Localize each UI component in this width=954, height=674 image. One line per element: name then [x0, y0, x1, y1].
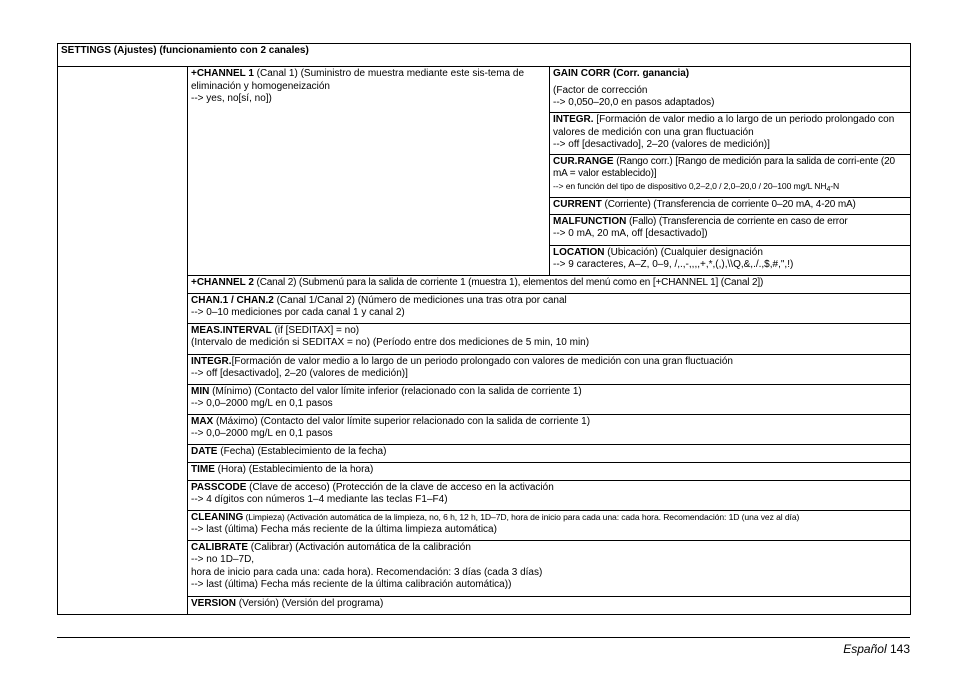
table-header-row	[58, 44, 911, 67]
time-label: TIME	[191, 463, 215, 475]
gain-corr-cell	[550, 67, 911, 113]
date-description: (Fecha) (Establecimiento de la fecha)	[217, 445, 387, 457]
cur-range-label: CUR.RANGE	[553, 155, 614, 167]
cleaning-options: --> last (última) Fecha más reciente de la última limpieza automática)	[191, 524, 497, 535]
location-options: --> 9 caracteres, A–Z, 0–9, /,.,-,,,,+,*,(,),\\Q,&,./.,$,#,",!)	[553, 259, 794, 270]
max-options: --> 0,0–2000 mg/L en 0,1 pasos	[191, 428, 333, 439]
table-title: SETTINGS (Ajustes) (funcionamiento con 2 canales)	[58, 44, 911, 67]
channel1-options: --> yes, no[sí, no])	[191, 93, 272, 104]
meas-interval-cell	[188, 323, 911, 354]
date-label: DATE	[191, 445, 218, 457]
cleaning-description: (Limpieza) (Activación automática de la limpieza, no, 6 h, 12 h, 1D–7D, hora de inicio para cada una: cada hora. Recomendación: 1D (una vez al día)	[243, 511, 800, 522]
chan12-description: (Canal 1/Canal 2) (Número de mediciones una tras otra por canal	[273, 294, 567, 306]
channel1-description: (Canal 1) (Suministro de muestra mediante este sis-tema de eliminación y homogeneización	[191, 68, 525, 92]
integr2-options: --> off [desactivado], 2–20 (valores de medición)]	[191, 368, 408, 379]
nh4-subscript: 4	[826, 185, 831, 193]
page-footer	[843, 642, 910, 656]
calibrate-description: (Calibrar) (Activación automática de la calibración	[248, 541, 471, 553]
version-description: (Versión) (Versión del programa)	[236, 597, 384, 609]
calibrate-last: --> last (última) Fecha más reciente de la última calibración automática))	[191, 579, 512, 590]
cleaning-cell	[188, 510, 911, 540]
current-label: CURRENT	[553, 198, 602, 210]
settings-table	[57, 43, 911, 615]
channel2-cell	[188, 275, 911, 293]
gain-corr-options: --> 0,050–20,0 en pasos adaptados)	[553, 97, 715, 108]
cur-range-description: (Rango corr.) [Rango de medición para la salida de corri-ente (20 mA = valor establecido)]	[553, 155, 895, 179]
max-description: (Máximo) (Contacto del valor límite superior relacionado con la salida de corriente 1)	[213, 415, 591, 427]
malfunction-cell	[550, 214, 911, 245]
integr2-label: INTEGR.	[191, 355, 232, 367]
page-number: 143	[889, 642, 910, 656]
integr2-cell	[188, 354, 911, 384]
meas-interval-condition: (if [SEDITAX] = no)	[271, 324, 360, 336]
footer-language: Español	[843, 642, 887, 656]
malfunction-description: (Fallo) (Transferencia de corriente en caso de error	[626, 215, 848, 227]
version-cell	[188, 596, 911, 614]
max-label: MAX	[191, 415, 214, 427]
location-description: (Ubicación) (Cualquier designación	[604, 246, 763, 258]
table-row	[58, 67, 911, 113]
meas-interval-label: MEAS.INTERVAL	[191, 324, 272, 336]
current-description: (Corriente) (Transferencia de corriente 0–20 mA, 4-20 mA)	[601, 198, 856, 210]
current-cell	[550, 197, 911, 214]
cur-range-suffix: -N	[830, 180, 840, 191]
integr-description: [Formación de valor medio a lo largo de un periodo prolongado con valores de medición con una gran fluctuación	[553, 114, 895, 138]
integr2-description: [Formación de valor medio a lo largo de un periodo prolongado con valores de medición con una gran fluctuación	[231, 355, 733, 367]
cur-range-cell	[550, 154, 911, 197]
location-label: LOCATION	[553, 246, 605, 258]
chan12-options: --> 0–10 mediciones por cada canal 1 y canal 2)	[191, 307, 405, 318]
malfunction-label: MALFUNCTION	[553, 215, 627, 227]
location-cell	[550, 245, 911, 275]
max-cell	[188, 414, 911, 444]
calibrate-cell	[188, 540, 911, 596]
gain-corr-label: GAIN CORR (Corr. ganancia)	[553, 68, 690, 79]
passcode-options: --> 4 dígitos con números 1–4 mediante las teclas F1–F4)	[191, 494, 448, 505]
passcode-cell	[188, 480, 911, 510]
chan12-label: CHAN.1 / CHAN.2	[191, 294, 274, 306]
calibrate-options: --> no 1D–7D,	[191, 554, 255, 565]
passcode-label: PASSCODE	[191, 481, 247, 493]
cur-range-options	[553, 181, 839, 191]
empty-left-column	[58, 67, 188, 615]
malfunction-options: --> 0 mA, 20 mA, off [desactivado])	[553, 228, 708, 239]
cleaning-label: CLEANING	[191, 511, 244, 523]
date-cell	[188, 444, 911, 462]
channel2-label: +CHANNEL 2	[191, 276, 254, 288]
time-cell	[188, 462, 911, 480]
time-description: (Hora) (Establecimiento de la hora)	[214, 463, 374, 475]
gain-corr-description: (Factor de corrección	[553, 84, 648, 96]
integr-cell	[550, 113, 911, 155]
version-label: VERSION	[191, 597, 237, 609]
min-description: (Mínimo) (Contacto del valor límite inferior (relacionado con la salida de corriente 1)	[209, 385, 582, 397]
spacer-cell	[188, 614, 911, 615]
channel1-label: +CHANNEL 1	[191, 68, 254, 79]
min-options: --> 0,0–2000 mg/L en 0,1 pasos	[191, 398, 333, 409]
calibrate-start-time: hora de inicio para cada una: cada hora). Recomendación: 3 días (cada 3 días)	[191, 566, 543, 578]
meas-interval-description: (Intervalo de medición si SEDITAX = no) (Período entre dos mediciones de 5 min, 10 min)	[191, 337, 590, 348]
integr-options: --> off [desactivado], 2–20 (valores de medición)]	[553, 139, 770, 150]
min-cell	[188, 384, 911, 414]
min-label: MIN	[191, 385, 210, 397]
footer-rule	[57, 637, 910, 638]
channel2-description: (Canal 2) (Submenú para la salida de corriente 1 (muestra 1), elementos del menú como en [+CHANNEL 1] (Canal 2])	[253, 276, 764, 288]
integr-label: INTEGR.	[553, 114, 594, 125]
channel1-cell	[188, 67, 550, 276]
passcode-description: (Clave de acceso) (Protección de la clave de acceso en la activación	[246, 481, 554, 493]
cur-range-options-text: --> en función del tipo de dispositivo 0,2–2,0 / 2,0–20,0 / 20–100 mg/L NH	[553, 180, 827, 191]
chan12-cell	[188, 293, 911, 323]
calibrate-label: CALIBRATE	[191, 541, 249, 553]
